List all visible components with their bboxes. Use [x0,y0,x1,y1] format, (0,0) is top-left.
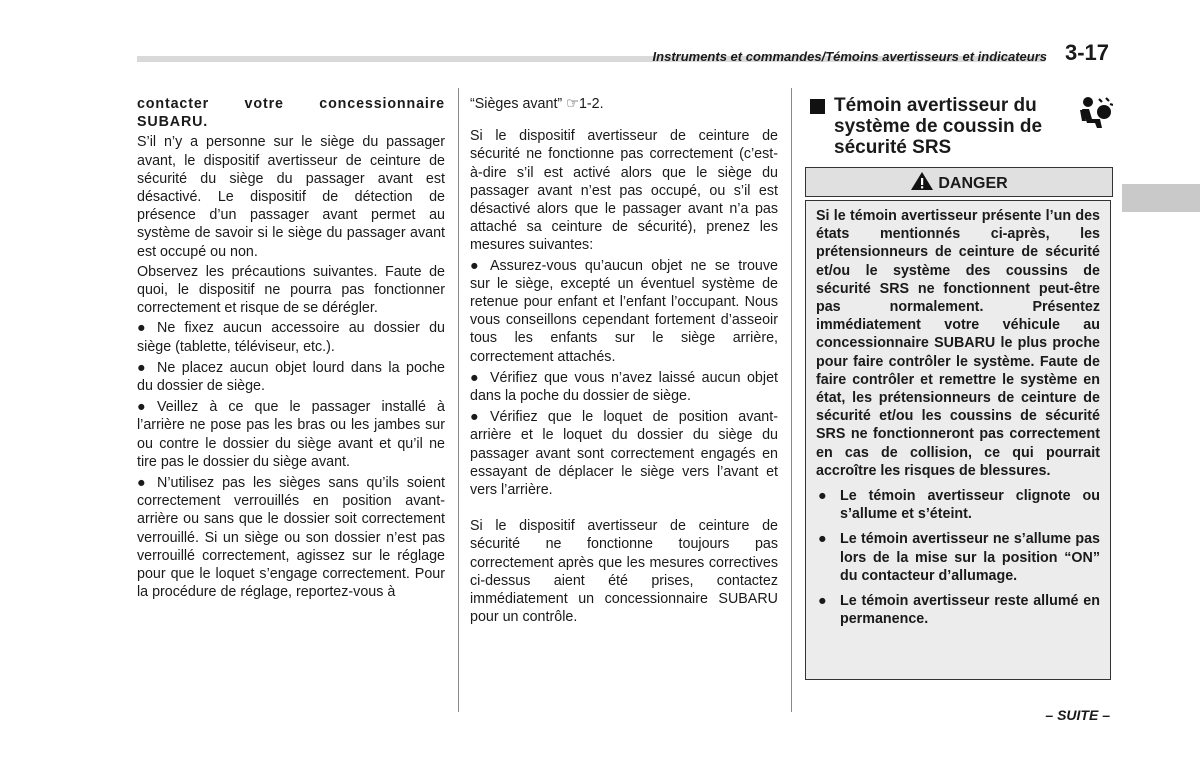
section-marker-icon [810,99,825,114]
bullet-icon: ● [470,409,479,426]
page-number: 3-17 [1065,40,1110,65]
bullet-icon: ● [818,593,827,610]
warning-triangle-icon [910,171,934,191]
list-item [470,408,778,499]
bullet-icon: ● [137,359,146,376]
list-item [470,257,778,366]
list-item [470,369,778,405]
column-divider [791,88,792,712]
running-header: Instruments et commandes/Témoins avertisseurs et indicateurs [652,49,1047,64]
list-item-text: Assurez-vous qu’aucun objet ne se trouve sur le siège, excepté un éventuel système de retenue pour enfant et l’enfant l’occupant. Nous vous conseillons cependant fortement d’asseoir tous les enfants sur le siège arrière, correctement attachés. [470,257,778,365]
bullet-icon: ● [470,369,479,386]
column-divider [458,88,459,712]
paragraph: Si le dispositif avertisseur de ceinture de sécurité ne fonctionne toujours pas correctement après que les mesures correctives ci-dessus aient été prises, contactez immédiatement un concessionnaire SUBARU pour un contrôle. [470,518,778,626]
list-item-text: Le témoin avertisseur ne s’allume pas lors de la mise sur la position “ON” du contacteur d’allumage. [840,531,1100,584]
cross-reference: “Sièges avant” ☞1-2. [470,96,604,112]
list-item-text: Le témoin avertisseur clignote ou s’allume et s’éteint. [840,488,1100,523]
column-middle [470,95,778,628]
section-title: Témoin avertisseur du système de coussin de sécurité SRS [834,95,1043,158]
list-item-text: Le témoin avertisseur reste allumé en permanence. [840,593,1100,628]
list-item [137,359,445,395]
airbag-warning-icon [1075,95,1113,131]
paragraph: Si le dispositif avertisseur de ceinture de sécurité ne fonctionne pas correctement (c’est-à-dire s’il est activé alors que le siège du passager avant n’est pas occupé, ou s’il est désactivé alors que le passager avant n’a pas attaché sa ceinture de sécurité), prenez les mesures suivantes: [470,128,778,254]
danger-label: DANGER [938,175,1008,192]
list-item-text: Vérifiez que vous n’avez laissé aucun objet dans la poche du dossier de siège. [470,369,778,405]
list-item [816,592,1100,628]
list-item-text: Ne fixez aucun accessoire au dossier du siège (tablette, téléviseur, etc.). [137,320,445,355]
list-item-text: Ne placez aucun objet lourd dans la poche du dossier de siège. [137,359,445,395]
list-item [137,398,445,471]
danger-body [805,200,1111,680]
list-item-text: Veillez à ce que le passager installé à l’arrière ne pose pas les bras ou les jambes sur ou contre le dossier du siège avant et qu’il ne tire pas le dossier du siège avant. [137,399,445,470]
danger-text: Si le témoin avertisseur présente l’un des états mentionnés ci-après, les prétensionneurs de ceinture de sécurité et/ou le système des coussins de sécurité SRS ne fonctionnent peut-être pas normalement. Présentez immédiatement votre véhicule au concessionnaire SUBARU le plus proche pour faire contrôler le système. Faute de faire contrôler et remettre le système en état, les prétensionneurs de ceinture de sécurité et/ou les coussins de sécurité SRS ne fonctionneront pas correctement en cas de collision, ce qui pourrait accroître les risques de blessures. [816,208,1100,479]
bullet-icon: ● [818,531,827,548]
section-heading [805,95,1111,163]
chapter-tab [1122,184,1200,212]
lead-text: contacter votre concessionnaire SUBARU. [137,96,445,131]
list-item [816,530,1100,585]
bullet-icon: ● [470,257,479,274]
bullet-icon: ● [137,320,146,337]
list-item [816,487,1100,523]
column-left [137,95,445,604]
continued-marker: – SUITE – [1045,707,1110,723]
bullet-icon: ● [137,399,146,416]
list-item [137,474,445,601]
paragraph: S’il n’y a personne sur le siège du passager avant, le dispositif avertisseur de ceinture de sécurité du siège du passager avant est désactivé. Le dispositif de détection de présence d’un passager avant permet au système de savoir si le siège du passager avant est occupé ou non. [137,134,445,260]
list-item-text: Vérifiez que le loquet de position avant-arrière et le loquet du dossier du siège du passager avant sont correctement engagés en essayant de déplacer le siège vers l’avant et vers l’arrière. [470,409,778,499]
bullet-icon: ● [818,488,827,505]
bullet-icon: ● [137,475,146,492]
list-item [137,319,445,355]
list-item-text: N’utilisez pas les sièges sans qu’ils soient correctement verrouillés en position avant-arrière ou sans que le dossier soit correctement verrouillé. Si un siège ou son dossier n’est pas verrouillé correctement, agissez sur le réglage pour que le loquet s’engage correctement. Pour la procédure de réglage, reportez-vous à [137,475,445,601]
paragraph: Observez les précautions suivantes. Faute de quoi, le dispositif ne pourra pas fonctionner correctement et risque de se dérégler. [137,263,445,317]
danger-header [805,167,1113,197]
srs-section [805,95,1111,628]
